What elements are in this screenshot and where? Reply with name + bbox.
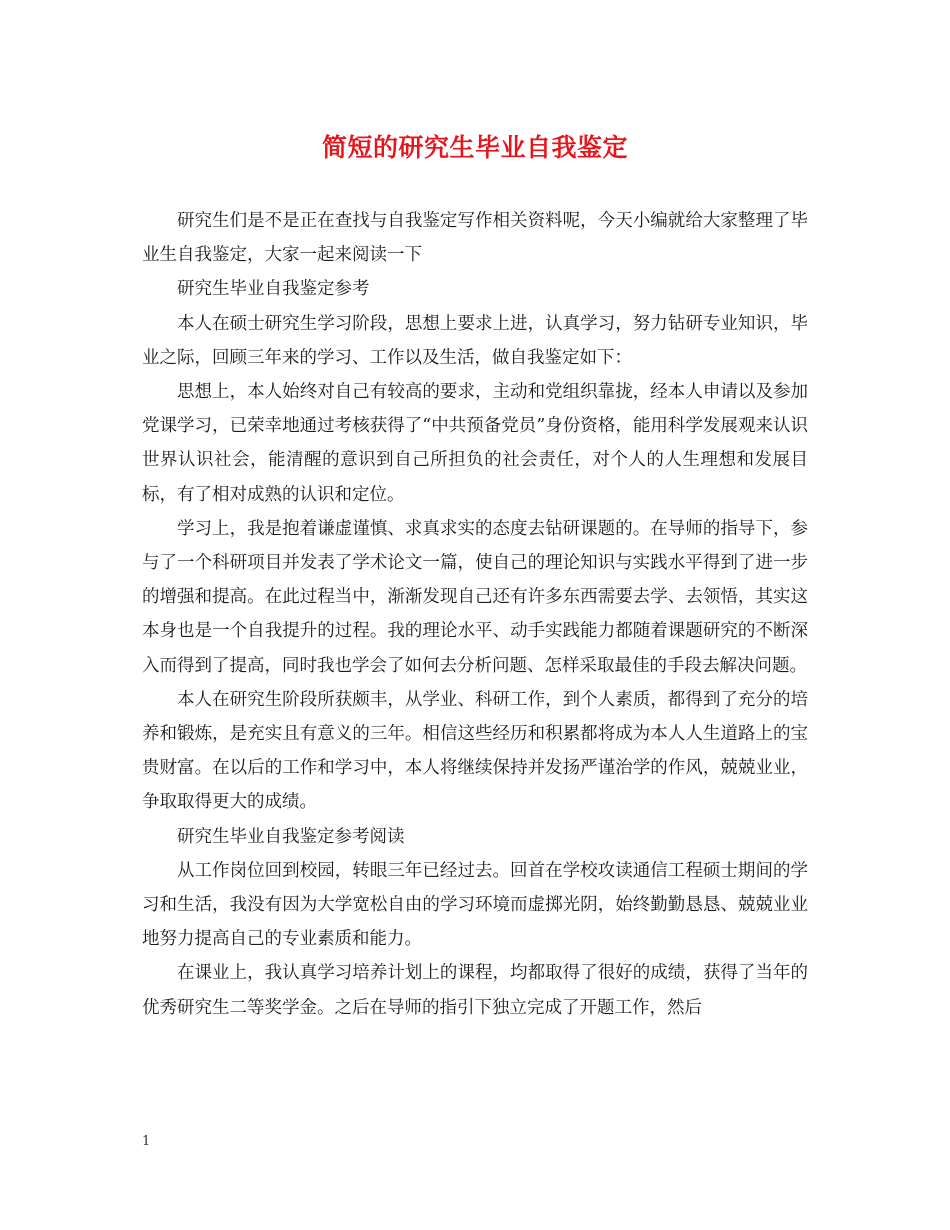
paragraph-intro: 研究生们是不是正在查找与自我鉴定写作相关资料呢，今天小编就给大家整理了毕业生自我鉴定，大家一起来阅读一下 bbox=[142, 211, 808, 266]
paragraph-return-to-campus: 从工作岗位回到校园，转眼三年已经过去。回首在学校攻读通信工程硕士期间的学习和生活，我没有因为大学宽松自由的学习环境而虚掷光阴，始终勤勤恳恳、兢兢业业地努力提高自己的专业素质和能力。 bbox=[142, 860, 808, 950]
page-number: 1 bbox=[142, 1134, 151, 1149]
paragraph-overview: 本人在硕士研究生学习阶段，思想上要求上进，认真学习，努力钻研专业知识，毕业之际，回顾三年来的学习、工作以及生活，做自我鉴定如下： bbox=[142, 313, 808, 368]
paragraph-study: 学习上，我是抱着谦虚谨慎、求真求实的态度去钻研课题的。在导师的指导下，参与了一个科研项目并发表了学术论文一篇，使自己的理论知识与实践水平得到了进一步的增强和提高。在此过程当中，渐渐发现自己还有许多东西需要去学、去领悟，其实这本身也是一个自我提升的过程。我的理论水平、动手实践能力都随着课题研究的不断深入而得到了提高，同时我也学会了如何去分析问题、怎样采取最佳的手段去解决问题。 bbox=[142, 518, 808, 676]
document-title: 简短的研究生毕业自我鉴定 bbox=[321, 133, 628, 162]
paragraph-summary: 本人在研究生阶段所获颇丰，从学业、科研工作，到个人素质，都得到了充分的培养和锻炼，是充实且有意义的三年。相信这些经历和积累都将成为本人人生道路上的宝贵财富。在以后的工作和学习中，本人将继续保持并发扬严谨治学的作风，兢兢业业，争取取得更大的成绩。 bbox=[142, 689, 808, 813]
section-heading-reference: 研究生毕业自我鉴定参考 bbox=[177, 279, 370, 300]
paragraph-coursework: 在课业上，我认真学习培养计划上的课程，均都取得了很好的成绩，获得了当年的优秀研究生二等奖学金。之后在导师的指引下独立完成了开题工作，然后 bbox=[142, 963, 808, 1018]
document-body bbox=[142, 204, 808, 1025]
paragraph-ideology: 思想上，本人始终对自己有较高的要求，主动和党组织靠拢，经本人申请以及参加党课学习，已荣幸地通过考核获得了“中共预备党员”身份资格，能用科学发展观来认识世界认识社会，能清醒的意识到自己所担负的社会责任，对个人的人生理想和发展目标，有了相对成熟的认识和定位。 bbox=[142, 382, 808, 505]
section-heading-reading: 研究生毕业自我鉴定参考阅读 bbox=[177, 826, 405, 847]
